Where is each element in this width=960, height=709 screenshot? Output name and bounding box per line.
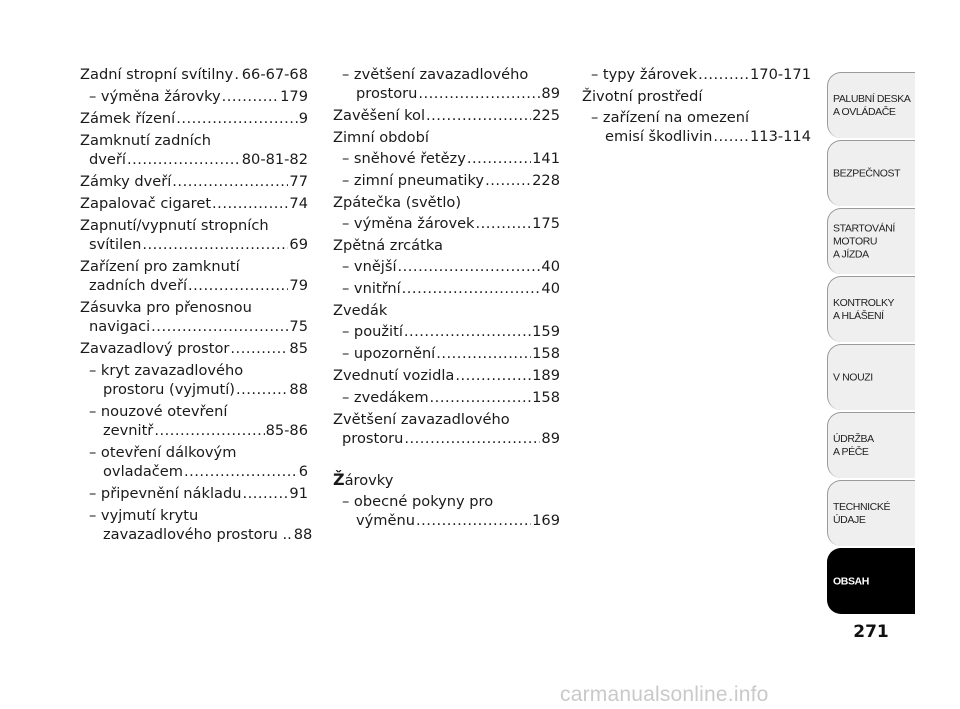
index-entry xyxy=(333,150,560,167)
entry-text: – připevnění nákladu xyxy=(89,485,242,502)
page-number: 271 xyxy=(853,622,889,642)
leader-dots xyxy=(485,172,531,189)
index-entry xyxy=(80,236,308,253)
chapter-tab-label: ÚDRŽBA A PÉČE xyxy=(833,432,874,458)
entry-text: – typy žárovek xyxy=(591,66,698,83)
index-entry xyxy=(80,340,308,357)
index-heading: Zimní období xyxy=(333,129,429,146)
leader-dots xyxy=(154,422,264,439)
page-ref: 77 xyxy=(289,173,308,190)
entry-text: dveří xyxy=(89,151,126,168)
chapter-tab-label: TECHNICKÉ ÚDAJE xyxy=(833,500,891,526)
page-ref: 88 xyxy=(289,381,308,398)
index-entry-lead: Zamknutí zadních xyxy=(80,132,211,149)
page-ref: 89 xyxy=(541,85,560,102)
index-entry xyxy=(582,128,811,145)
entry-text: navigaci xyxy=(89,318,151,335)
index-entry-lead: – nouzové otevření xyxy=(89,403,228,420)
index-entry xyxy=(80,66,308,83)
page-ref: 113-114 xyxy=(750,128,811,145)
leader-dots xyxy=(230,340,288,357)
page-ref: 85 xyxy=(289,340,308,357)
heading-rest: árovky xyxy=(344,472,394,489)
leader-dots xyxy=(426,107,531,124)
chapter-tab-label: STARTOVÁNÍ MOTORU A JÍZDA xyxy=(833,222,895,260)
index-heading xyxy=(333,470,560,489)
leader-dots xyxy=(455,367,531,384)
leader-dots xyxy=(127,151,241,168)
index-heading: Zpátečka (světlo) xyxy=(333,194,462,211)
entry-text: – zimní pneumatiky xyxy=(342,172,485,189)
leader-dots xyxy=(398,258,541,275)
chapter-tab[interactable] xyxy=(827,208,915,274)
page-ref: 85-86 xyxy=(265,422,308,439)
index-column-1 xyxy=(80,66,313,548)
index-entry xyxy=(80,422,308,439)
entry-text: – zvedákem xyxy=(342,389,429,406)
entry-text: – výměna žárovek xyxy=(342,215,475,232)
page-ref: 225 xyxy=(532,107,560,124)
page-ref: 175 xyxy=(532,215,560,232)
entry-text: Zavěšení kol xyxy=(333,107,425,124)
leader-dots xyxy=(234,66,240,83)
index-entry xyxy=(80,195,308,212)
entry-text: – upozornění xyxy=(342,345,436,362)
leader-dots xyxy=(436,345,531,362)
chapter-tab-label: OBSAH xyxy=(833,575,869,587)
leader-dots xyxy=(404,430,540,447)
entry-text: Zámky dveří xyxy=(80,173,172,190)
page-ref: 91 xyxy=(289,485,308,502)
chapter-tab[interactable] xyxy=(827,548,915,614)
page-ref: 158 xyxy=(532,345,560,362)
index-entry-lead: – vyjmutí krytu xyxy=(89,507,199,524)
entry-text: výměnu xyxy=(356,512,415,529)
index-entry xyxy=(333,512,560,529)
leader-dots xyxy=(176,110,297,127)
index-entry-lead: Zvětšení zavazadlového xyxy=(333,411,510,428)
index-entry xyxy=(333,107,560,124)
leader-dots xyxy=(172,173,288,190)
leader-dots xyxy=(151,318,288,335)
leader-dots xyxy=(184,463,298,480)
chapter-tab-label: V NOUZI xyxy=(833,371,873,383)
page-ref: 158 xyxy=(532,389,560,406)
leader-dots xyxy=(142,236,288,253)
spacer xyxy=(333,452,560,470)
entry-text: Zámek řízení xyxy=(80,110,176,127)
page-ref: 169 xyxy=(532,512,560,529)
leader-dots xyxy=(698,66,749,83)
entry-text: – vnitřní xyxy=(342,280,401,297)
index-entry xyxy=(333,345,560,362)
entry-text: – výměna žárovky xyxy=(89,88,221,105)
page-ref: 9 xyxy=(298,110,308,127)
chapter-tab[interactable] xyxy=(827,480,915,546)
entry-text: – vnější xyxy=(342,258,397,275)
index-entry-lead: – zařízení na omezení xyxy=(591,109,750,126)
entry-text: Zavazadlový prostor xyxy=(80,340,230,357)
index-entry-lead: – otevření dálkovým xyxy=(89,444,237,461)
index-entry xyxy=(80,88,308,105)
index-entry xyxy=(80,173,308,190)
index-heading: Zvedák xyxy=(333,302,388,319)
leader-dots xyxy=(188,277,288,294)
leader-dots xyxy=(212,195,288,212)
entry-text: ovladačem xyxy=(103,463,183,480)
page-ref: 66-67-68 xyxy=(241,66,308,83)
page-ref: 79 xyxy=(289,277,308,294)
chapter-tab-label: BEZPEČNOST xyxy=(833,167,901,179)
page-ref: 89 xyxy=(541,430,560,447)
index-entry xyxy=(80,463,308,480)
index-entry-lead: – zvětšení zavazadlového xyxy=(342,66,529,83)
leader-dots xyxy=(430,389,532,406)
index-heading: Zpětná zrcátka xyxy=(333,237,443,254)
index-entry-lead: – obecné pokyny pro xyxy=(342,493,494,510)
index-entry xyxy=(80,526,313,543)
index-entry xyxy=(333,215,560,232)
index-entry-lead: – kryt zavazadlového xyxy=(89,362,244,379)
chapter-tab[interactable] xyxy=(827,140,915,206)
page-ref: 6 xyxy=(298,463,308,480)
entry-text: zevnitř xyxy=(103,422,154,439)
index-entry-lead: Zařízení pro zamknutí xyxy=(80,258,240,275)
index-entry xyxy=(333,258,560,275)
index-column-2 xyxy=(333,66,560,534)
index-entry xyxy=(333,389,560,406)
leader-dots xyxy=(404,323,531,340)
page-ref: 189 xyxy=(532,367,560,384)
page-ref: 80-81-82 xyxy=(241,151,308,168)
leader-dots xyxy=(402,280,541,297)
chapter-tab[interactable] xyxy=(827,344,915,410)
index-entry xyxy=(80,485,308,502)
page-ref: 179 xyxy=(280,88,308,105)
index-entry-lead: Zapnutí/vypnutí stropních xyxy=(80,217,269,234)
index-entry xyxy=(80,151,308,168)
index-entry-lead: Zásuvka pro přenosnou xyxy=(80,299,252,316)
entry-text: prostoru xyxy=(356,85,418,102)
index-column-3 xyxy=(582,66,811,150)
index-entry xyxy=(80,277,308,294)
index-entry xyxy=(582,66,811,83)
page-ref: 69 xyxy=(289,236,308,253)
entry-text: Zadní stropní svítilny xyxy=(80,66,234,83)
chapter-tab[interactable] xyxy=(827,276,915,342)
page-ref: 170-171 xyxy=(750,66,811,83)
page-ref: 40 xyxy=(541,280,560,297)
index-entry xyxy=(333,323,560,340)
chapter-tabs xyxy=(827,72,915,616)
index-entry xyxy=(333,430,560,447)
entry-text: prostoru xyxy=(342,430,404,447)
leader-dots xyxy=(476,215,532,232)
entry-text: Zapalovač cigaret xyxy=(80,195,212,212)
leader-dots xyxy=(222,88,279,105)
page-ref: 141 xyxy=(532,150,560,167)
chapter-tab-label: KONTROLKY A HLÁŠENÍ xyxy=(833,296,895,322)
index-entry xyxy=(333,367,560,384)
entry-text: emisí škodlivin xyxy=(605,128,713,145)
heading-initial: Ž xyxy=(333,470,345,489)
watermark: carmanualsonline.info xyxy=(560,683,769,706)
chapter-tab[interactable] xyxy=(827,412,915,478)
entry-text: prostoru (vyjmutí) xyxy=(103,381,235,398)
index-entry xyxy=(80,318,308,335)
page-ref: 40 xyxy=(541,258,560,275)
leader-dots xyxy=(467,150,531,167)
index-entry xyxy=(80,110,308,127)
chapter-tab[interactable] xyxy=(827,72,915,138)
entry-text: zadních dveří xyxy=(89,277,188,294)
index-entry xyxy=(333,280,560,297)
page-ref: 228 xyxy=(532,172,560,189)
page-ref: 88 xyxy=(293,526,313,543)
index-entry xyxy=(80,381,308,398)
entry-text: svítilen xyxy=(89,236,142,253)
leader-dots xyxy=(236,381,288,398)
page-ref: 74 xyxy=(289,195,308,212)
index-entry xyxy=(333,172,560,189)
index-heading: Životní prostředí xyxy=(582,88,703,105)
leader-dots xyxy=(416,512,531,529)
page-ref: 159 xyxy=(532,323,560,340)
page-ref: 75 xyxy=(289,318,308,335)
leader-dots xyxy=(713,128,749,145)
entry-text: Zvednutí vozidla xyxy=(333,367,455,384)
entry-text: zavazadlového prostoru .. xyxy=(103,526,292,543)
index-entry xyxy=(333,85,560,102)
entry-text: – použití xyxy=(342,323,403,340)
leader-dots xyxy=(242,485,288,502)
entry-text: – sněhové řetězy xyxy=(342,150,466,167)
leader-dots xyxy=(418,85,540,102)
chapter-tab-label: PALUBNÍ DESKA A OVLÁDAČE xyxy=(833,92,911,118)
